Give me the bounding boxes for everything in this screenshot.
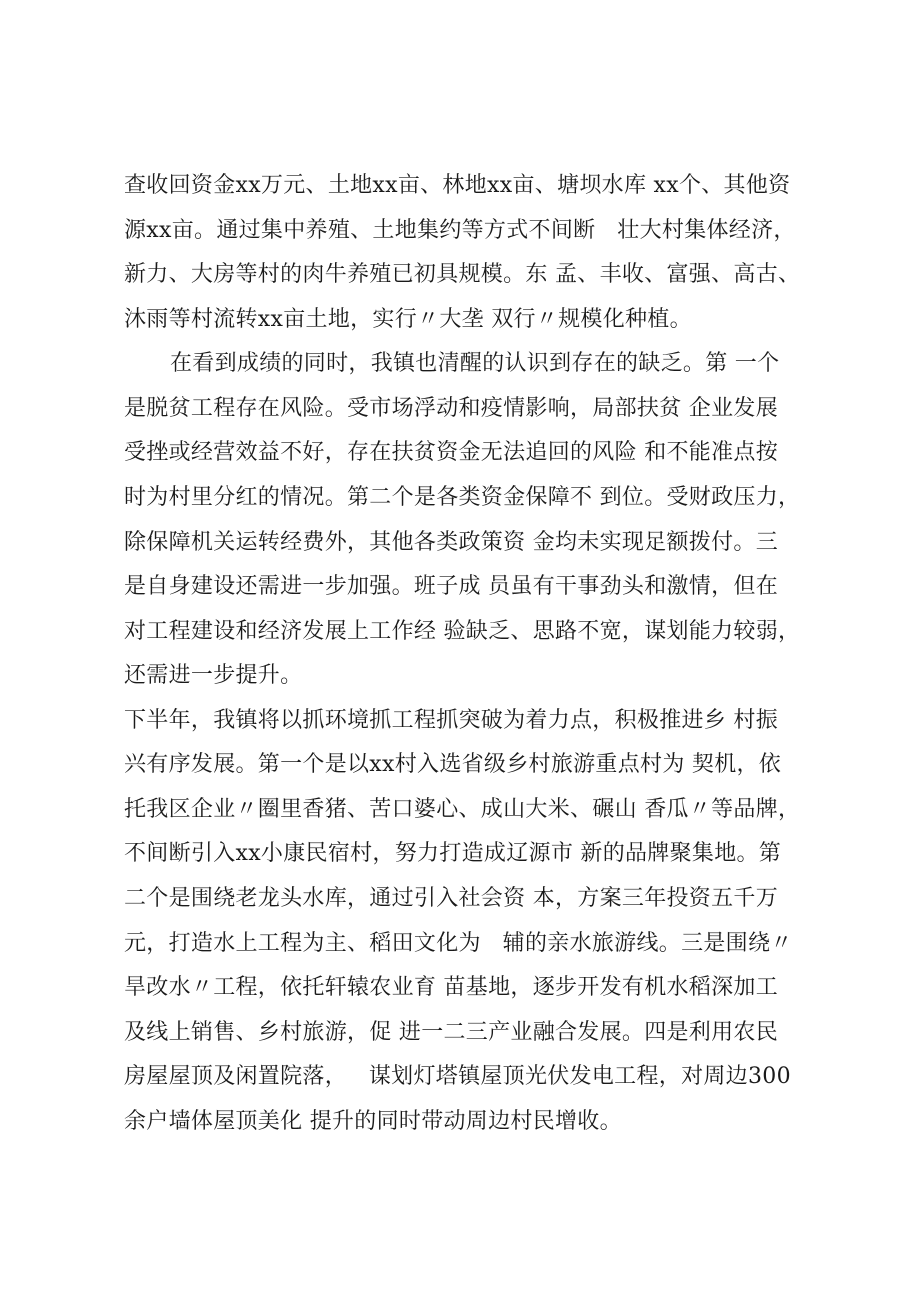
text-line: 受挫或经营效益不好，存在扶贫资金无法追回的风险 和不能准点按 [124,440,778,465]
text-line: 查收回资金xx万元、土地xx亩、林地xx亩、塘坝水库 xx个、其他资 [124,173,791,198]
text-line: 除保障机关运转经费外，其他各类政策资 金均未实现足额拨付。三 [124,530,778,555]
text-line: 不间断引入xx小康民宿村，努力打造成辽源市 新的品牌聚集地。第 [124,841,782,866]
text-line: 托我区企业〃圈里香猪、苦口婆心、成山大米、碾山 香瓜〃等品牌， [124,797,801,822]
text-line: 元，打造水上工程为主、稻田文化为 辅的亲水旅游线。三是围绕〃 [124,931,793,956]
text-line: 房屋屋顶及闲置院落， 谋划灯塔镇屋顶光伏发电工程，对周边300 [124,1064,791,1089]
text-line: 及线上销售、乡村旅游，促 进一二三产业融合发展。四是利用农民 [124,1020,778,1045]
text-line: 还需进一步提升。 [124,663,303,688]
text-line: 源xx亩。通过集中养殖、土地集约等方式不间断 壮大村集体经济， [124,218,796,243]
text-line: 是自身建设还需进一步加强。班子成 员虽有干事劲头和激情，但在 [124,574,778,599]
text-line: 对工程建设和经济发展上工作经 验缺乏、思路不宽，谋划能力较弱， [124,619,801,644]
text-line: 二个是围绕老龙头水库，通过引入社会资 本，方案三年投资五千万 [124,886,778,911]
text-line: 在看到成绩的同时，我镇也清醒的认识到存在的缺乏。第 一个 [170,351,780,376]
text-line: 兴有序发展。第一个是以xx村入选省级乡村旅游重点村为 契机，依 [124,752,782,777]
text-line: 下半年，我镇将以抓环境抓工程抓突破为着力点，积极推进乡 村振 [124,708,778,733]
text-line: 旱改水〃工程，依托轩辕农业育 苗基地，逐步开发有机水稻深加工 [124,975,778,1000]
text-line: 沐雨等村流转xx亩土地，实行〃大垄 双行〃规模化种植。 [124,307,692,332]
text-line: 是脱贫工程存在风险。受市场浮动和疫情影响，局部扶贫 企业发展 [124,396,778,421]
text-line: 时为村里分红的情况。第二个是各类资金保障不 到位。受财政压力， [124,485,801,510]
text-line: 余户墙体屋顶美化 提升的同时带动周边村民增收。 [124,1109,622,1134]
text-line: 新力、大房等村的肉牛养殖已初具规模。东 孟、丰收、富强、高古、 [124,262,801,287]
